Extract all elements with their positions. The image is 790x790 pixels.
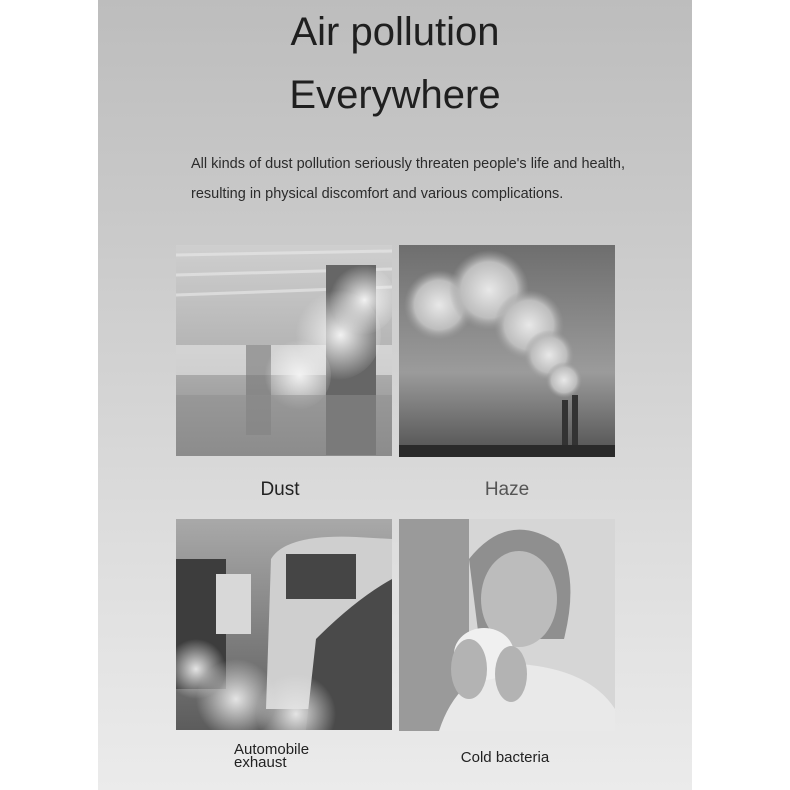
dust-photo — [176, 245, 392, 456]
dust-caption: Dust — [260, 479, 300, 500]
description-line2: resulting in physical discomfort and various complications. — [191, 186, 564, 202]
page-title-line2: Everywhere — [289, 73, 501, 117]
cold-bacteria-caption: Cold bacteria — [460, 749, 550, 766]
automobile-exhaust-caption-line2: exhaust — [234, 754, 287, 771]
automobile-exhaust-caption — [234, 743, 374, 769]
description-line1: All kinds of dust pollution seriously threaten people's life and health, — [191, 156, 626, 172]
cold-bacteria-photo — [399, 519, 615, 731]
haze-caption: Haze — [484, 479, 530, 500]
haze-photo — [399, 245, 615, 457]
automobile-exhaust-caption-line1: Automobile — [234, 741, 310, 758]
traffic-exhaust-photo — [176, 519, 392, 730]
page-title-line1: Air pollution — [290, 10, 500, 54]
